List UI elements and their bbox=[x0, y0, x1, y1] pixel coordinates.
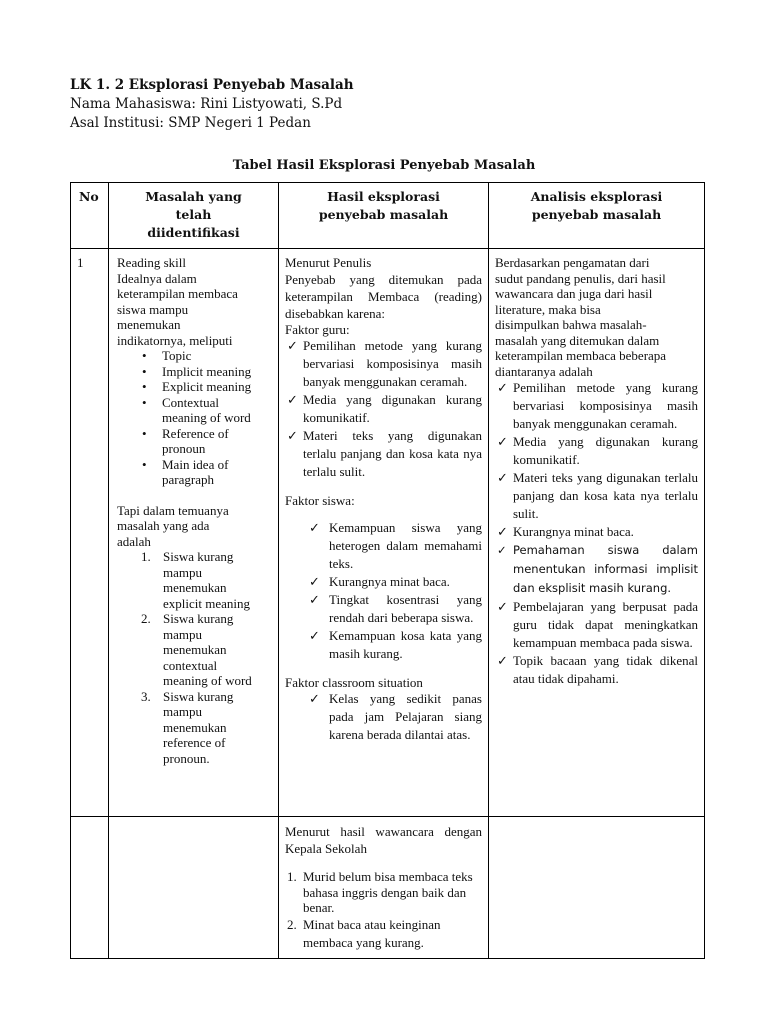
check-icon: ✓ bbox=[497, 543, 507, 557]
analysis-cell bbox=[489, 817, 705, 959]
list-item: ✓ Pemahaman siswa dalam menentukan informasi implisit dan eksplisit masih kurang. bbox=[497, 543, 698, 595]
check-icon: ✓ bbox=[309, 573, 320, 589]
result-heading: Menurut Penulis bbox=[285, 255, 372, 270]
problem-intro: Reading skill Idealnya dalam keterampilan membaca siswa mampu menemukan indikatornya, meliputi bbox=[117, 255, 238, 348]
worksheet-title: LK 1. 2 Eksplorasi Penyebab Masalah bbox=[70, 77, 354, 93]
row-number bbox=[71, 817, 109, 959]
list-item: ✓ Kurangnya minat baca. bbox=[497, 524, 634, 539]
table-header-row bbox=[71, 183, 705, 249]
institution-name: Asal Institusi: SMP Negeri 1 Pedan bbox=[70, 115, 311, 131]
check-icon: ✓ bbox=[287, 428, 298, 443]
table-row bbox=[71, 817, 705, 959]
list-item: ✓ Tingkat kosentrasi yang rendah dari beberapa siswa. bbox=[309, 591, 482, 625]
check-icon: ✓ bbox=[309, 627, 320, 643]
classroom-factor-list bbox=[285, 690, 482, 744]
list-item: 2. Siswa kurang mampu menemukan contextual meaning of word bbox=[141, 611, 252, 688]
list-item: ✓ Topik bacaan yang tidak dikenal atau tidak dipahami. bbox=[497, 653, 698, 686]
col-header-result: Hasil eksplorasi penyebab masalah bbox=[279, 183, 489, 249]
list-item: • Main idea of paragraph bbox=[117, 457, 272, 488]
col-header-no: No bbox=[71, 183, 109, 249]
check-icon: ✓ bbox=[497, 524, 508, 539]
list-item: • Contextual meaning of word bbox=[117, 395, 272, 426]
list-item: ✓ Kurangnya minat baca. bbox=[309, 573, 450, 589]
list-item: ✓ Materi teks yang digunakan terlalu panjang dan kosa kata nya terlalu sulit. bbox=[497, 470, 698, 521]
student-name: Nama Mahasiswa: Rini Listyowati, S.Pd bbox=[70, 96, 343, 112]
list-item: 2. Minat baca atau keinginan membaca yang kurang. bbox=[287, 916, 441, 950]
list-item: 1. Siswa kurang mampu menemukan explicit meaning bbox=[141, 549, 251, 611]
list-item: • Explicit meaning bbox=[117, 379, 272, 395]
list-item: ✓ Kemampuan siswa yang heterogen dalam memahami teks. bbox=[309, 519, 482, 571]
list-item: ✓ Materi teks yang digunakan terlalu panjang dan kosa kata nya terlalu sulit. bbox=[287, 428, 482, 479]
list-item: ✓ Media yang digunakan kurang komunikatif. bbox=[497, 434, 698, 467]
col-header-analysis: Analisis eksplorasi penyebab masalah bbox=[489, 183, 705, 249]
indicator-list bbox=[117, 348, 272, 488]
analysis-list bbox=[495, 379, 698, 688]
teacher-factor-list bbox=[285, 337, 482, 481]
check-icon: ✓ bbox=[287, 338, 298, 353]
check-icon: ✓ bbox=[497, 470, 508, 485]
classroom-factor-label: Faktor classroom situation bbox=[285, 674, 423, 690]
interview-list bbox=[285, 869, 482, 952]
result-cell bbox=[279, 249, 489, 817]
check-icon: ✓ bbox=[309, 591, 320, 607]
list-item: ✓ Pemilihan metode yang kurang bervariasi komposisinya masih banyak menggunakan ceramah. bbox=[287, 338, 482, 389]
check-icon: ✓ bbox=[497, 653, 508, 668]
list-item: ✓ Kelas yang sedikit panas pada jam Pelajaran siang karena berada dilantai atas. bbox=[309, 691, 482, 742]
list-item: ✓ Kemampuan kosa kata yang masih kurang. bbox=[309, 627, 482, 661]
finding-list bbox=[117, 549, 272, 766]
list-item: ✓ Pembelajaran yang berpusat pada guru tidak dapat meningkatkan kemampuan membaca pada siswa. bbox=[497, 599, 698, 650]
check-icon: ✓ bbox=[497, 380, 508, 395]
student-factor-label: Faktor siswa: bbox=[285, 493, 355, 508]
list-item: 3. Siswa kurang mampu menemukan reference of pronoun. bbox=[141, 688, 234, 766]
problem-cell bbox=[109, 817, 279, 959]
list-item: 1. Murid belum bisa membaca teks bahasa inggris dengan baik dan benar. bbox=[287, 869, 473, 915]
col-header-problem: Masalah yang telah diidentifikasi bbox=[109, 183, 279, 249]
problem-cell bbox=[109, 249, 279, 817]
check-icon: ✓ bbox=[497, 599, 508, 614]
student-factor-list bbox=[285, 519, 482, 663]
result-intro: Penyebab yang ditemukan pada keterampilan Membaca (reading) disebabkan karena: bbox=[285, 271, 482, 321]
list-item: ✓ Media yang digunakan kurang komunikatif. bbox=[287, 392, 482, 425]
check-icon: ✓ bbox=[309, 519, 320, 535]
analysis-intro: Berdasarkan pengamatan dari sudut pandang penulis, dari hasil wawancara dan juga dari hasil literature, maka bisa disimpulkan bahwa masalah- masalah yang ditemukan dalam keterampilan membaca beberapa diantaranya adalah bbox=[495, 255, 667, 379]
list-item: ✓ Pemilihan metode yang kurang bervariasi komposisinya masih banyak menggunakan ceramah. bbox=[497, 380, 698, 431]
list-item: • Implicit meaning bbox=[117, 364, 272, 380]
finding-intro: Tapi dalam temuanya masalah yang ada adalah bbox=[117, 502, 229, 549]
list-item: • Topic bbox=[117, 348, 272, 364]
row-number: 1 bbox=[71, 249, 109, 817]
analysis-cell bbox=[489, 249, 705, 817]
exploration-table bbox=[70, 182, 705, 959]
teacher-factor-label: Faktor guru: bbox=[285, 321, 350, 337]
table-row bbox=[71, 249, 705, 817]
result-cell bbox=[279, 817, 489, 959]
list-item: • Reference of pronoun bbox=[117, 426, 272, 457]
interview-heading: Menurut hasil wawancara dengan Kepala Sekolah bbox=[285, 824, 482, 856]
check-icon: ✓ bbox=[287, 392, 298, 407]
table-title: Tabel Hasil Eksplorasi Penyebab Masalah bbox=[232, 158, 536, 173]
check-icon: ✓ bbox=[309, 691, 320, 706]
worksheet-header bbox=[70, 76, 354, 133]
check-icon: ✓ bbox=[497, 434, 508, 449]
